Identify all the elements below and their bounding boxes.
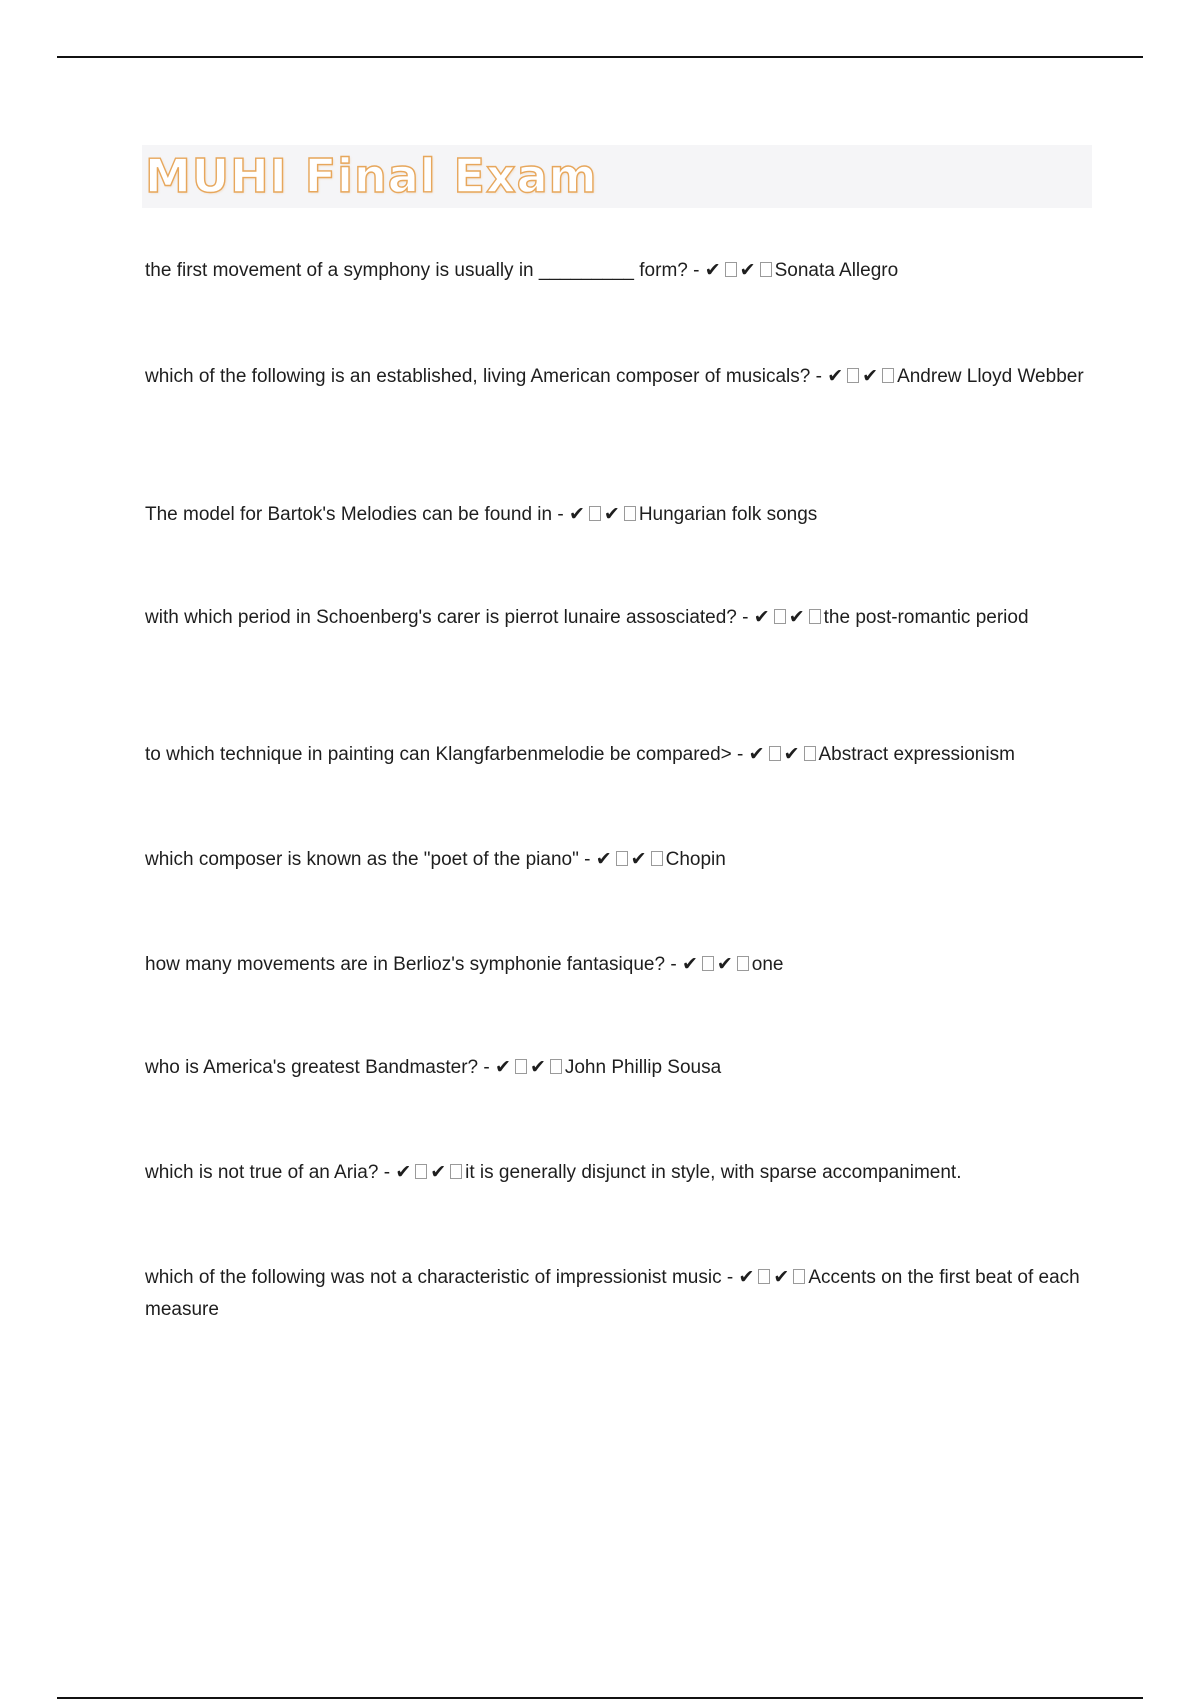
check-icon: ✔: [827, 366, 845, 387]
check-icon: ✔: [681, 954, 699, 975]
check-marks: [569, 504, 639, 525]
answer-text: it is generally disjunct in style, with sparse accompaniment.: [465, 1162, 962, 1183]
box-icon: [616, 851, 628, 866]
question-text: who is America's greatest Bandmaster?: [145, 1057, 479, 1078]
qa-item: [145, 739, 1095, 771]
check-icon: ✔: [568, 504, 586, 525]
check-icon: ✔: [716, 954, 734, 975]
check-icon: ✔: [395, 1162, 413, 1183]
box-icon: [651, 851, 663, 866]
answer-text: one: [751, 954, 784, 975]
box-icon: [882, 368, 894, 383]
check-icon: ✔: [773, 1267, 791, 1288]
answer-separator: -: [721, 1267, 739, 1288]
qa-item: [145, 949, 1095, 981]
check-marks: [682, 954, 752, 975]
answer-text: John Phillip Sousa: [564, 1057, 722, 1078]
question-text: The model for Bartok's Melodies can be found in: [145, 504, 553, 525]
box-icon: [793, 1269, 805, 1284]
answer-separator: -: [731, 744, 749, 765]
check-marks: [705, 260, 775, 281]
check-icon: ✔: [739, 260, 757, 281]
check-marks: [596, 849, 666, 870]
check-marks: [754, 607, 824, 628]
check-icon: ✔: [738, 1267, 756, 1288]
check-icon: ✔: [748, 744, 766, 765]
check-marks: [738, 1267, 808, 1288]
box-icon: [758, 1269, 770, 1284]
question-text: how many movements are in Berlioz's symphonie fantasique?: [145, 954, 666, 975]
check-icon: ✔: [495, 1057, 512, 1078]
box-icon: [737, 956, 749, 971]
box-icon: [847, 368, 859, 383]
question-text: which is not true of an Aria?: [145, 1162, 379, 1183]
question-text: to which technique in painting can Klangfarbenmelodie be compared>: [145, 744, 732, 765]
box-icon: [804, 746, 816, 761]
check-icon: ✔: [783, 744, 801, 765]
qa-item: [145, 1157, 1095, 1189]
answer-separator: -: [665, 954, 682, 975]
answer-text: Andrew Lloyd Webber: [897, 366, 1084, 387]
qa-item: [145, 255, 1095, 287]
qa-item: [145, 1262, 1095, 1326]
answer-text: Chopin: [665, 849, 726, 870]
qa-item: [145, 361, 1095, 393]
check-icon: ✔: [862, 366, 880, 387]
top-rule: [57, 56, 1143, 58]
question-text: with which period in Schoenberg's carer is pierrot lunaire assosciated?: [145, 607, 737, 628]
box-icon: [760, 262, 772, 277]
answer-separator: -: [478, 1057, 496, 1078]
question-text: which of the following is an established, living American composer of musicals?: [145, 366, 811, 387]
check-icon: ✔: [529, 1057, 547, 1078]
question-text: which of the following was not a characteristic of impressionist music: [145, 1267, 722, 1288]
check-icon: ✔: [704, 260, 722, 281]
answer-text: Hungarian folk songs: [638, 504, 818, 525]
check-icon: ✔: [603, 504, 621, 525]
box-icon: [450, 1164, 462, 1179]
bottom-rule: [57, 1697, 1143, 1699]
check-marks: [749, 744, 819, 765]
answer-text: the post-romantic period: [823, 607, 1029, 628]
check-icon: ✔: [430, 1162, 448, 1183]
box-icon: [702, 956, 714, 971]
document-title: MUHI Final Exam: [145, 149, 598, 203]
check-icon: ✔: [788, 607, 806, 628]
box-icon: [589, 506, 601, 521]
answer-text: Sonata Allegro: [774, 260, 899, 281]
question-text: which composer is known as the "poet of the piano": [145, 849, 579, 870]
box-icon: [774, 609, 786, 624]
qa-item: [145, 499, 1095, 531]
check-icon: ✔: [753, 607, 771, 628]
qa-item: [145, 602, 1095, 634]
box-icon: [550, 1059, 562, 1074]
box-icon: [624, 506, 636, 521]
box-icon: [809, 609, 821, 624]
box-icon: [515, 1059, 527, 1074]
check-marks: [395, 1162, 465, 1183]
question-text: the first movement of a symphony is usually in _________ form?: [145, 260, 688, 281]
check-icon: ✔: [595, 849, 613, 870]
answer-separator: -: [736, 607, 754, 628]
box-icon: [725, 262, 737, 277]
box-icon: [769, 746, 781, 761]
qa-item: [145, 844, 1095, 876]
answer-separator: -: [810, 366, 828, 387]
answer-separator: -: [552, 504, 569, 525]
answer-separator: -: [687, 260, 705, 281]
check-marks: [495, 1057, 565, 1078]
check-icon: ✔: [630, 849, 648, 870]
answer-text: Abstract expressionism: [818, 744, 1015, 765]
check-marks: [827, 366, 897, 387]
box-icon: [415, 1164, 427, 1179]
qa-item: [145, 1052, 1095, 1084]
answer-text: Accents on the first beat of each measure: [145, 1267, 1080, 1320]
answer-separator: -: [578, 849, 596, 870]
answer-separator: -: [378, 1162, 396, 1183]
